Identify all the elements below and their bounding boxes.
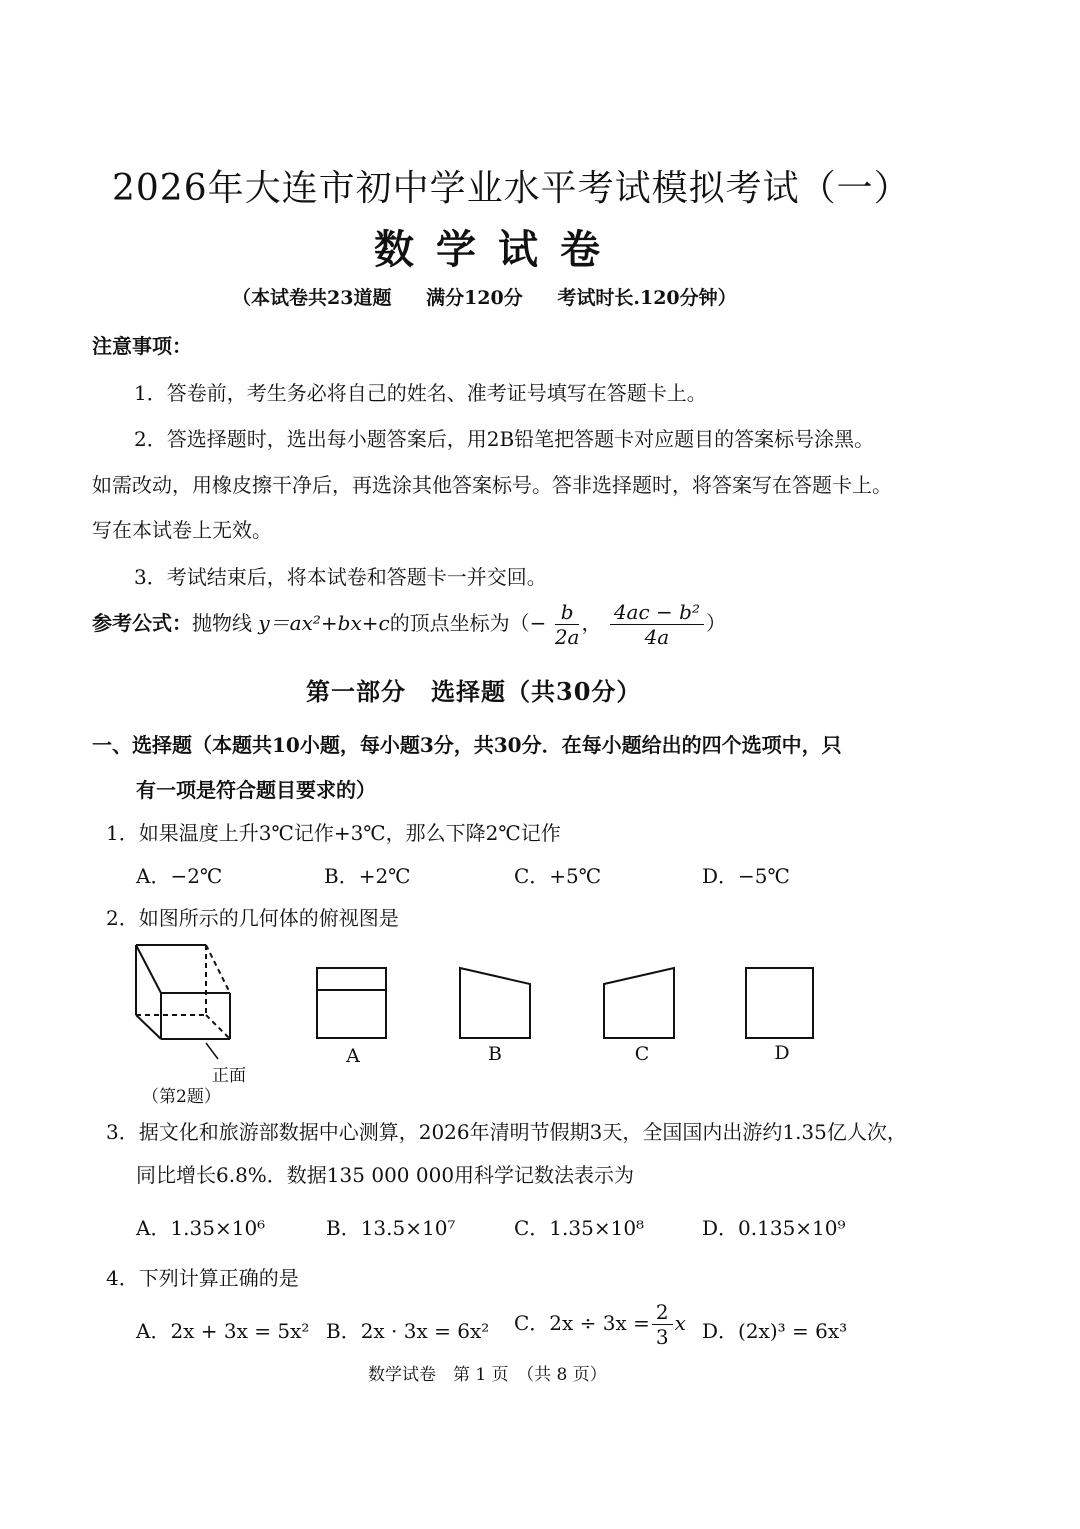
option-c-fraction [652,1300,673,1349]
meta-full-score: 满分120分 [426,287,523,309]
question-2-figures [0,935,1080,1105]
figure-label-b: B [488,1043,502,1065]
question-1-option-d: D．−5℃ [702,864,790,888]
notice-item-1: 1．答卷前，考生务必将自己的姓名、准考证号填写在答题卡上。 [134,381,707,405]
option-c-figure [604,968,674,1038]
question-3-option-c: C．1.35×10⁸ [514,1216,645,1240]
question-4-option-b: B．2x · 3x = 6x² [326,1319,490,1343]
option-c-prefix: C．2x ÷ 3x = [514,1311,650,1335]
vertex-x-fraction [555,600,580,649]
notice-heading: 注意事项： [92,334,192,358]
vertex-y-fraction [610,600,704,649]
notice-item-2-line-3: 写在本试卷上无效。 [92,518,272,542]
exam-title: 2026年大连市初中学业水平考试模拟考试（一） [112,168,911,209]
meta-question-count: （本试卷共23道题 [232,287,392,309]
frac1-denominator: 2a [554,625,580,649]
question-4-option-a: A．2x + 3x = 5x² [136,1319,310,1343]
question-3-line-1: 3．据文化和旅游部数据中心测算，2026年清明节假期3天，全国国内出游约1.35亿人次， [106,1120,907,1144]
formula-label: 参考公式： [92,611,192,635]
figure-caption: （第2题） [142,1087,221,1107]
question-3-option-d: D．0.135×10⁹ [702,1216,846,1240]
question-1-option-b: B．+2℃ [324,864,411,888]
notice-item-2-line-1: 2．答选择题时，选出每小题答案后，用2B铅笔把答题卡对应题目的答案标号涂黑。 [134,427,875,451]
meta-duration: 考试时长.120分钟） [557,287,737,309]
notice-item-2-line-2: 如需改动，用橡皮擦干净后，再选涂其他答案标号。答非选择题时，将答案写在答题卡上。 [92,473,892,497]
front-view-label: 正面 [212,1066,246,1086]
question-1-option-c: C．+5℃ [514,864,602,888]
formula-close: ） [705,611,726,635]
question-4-option-c [514,1300,686,1349]
frac1-numerator: b [555,600,580,625]
section-instructions-line-2: 有一项是符合题目要求的） [136,778,376,802]
notice-item-3: 3．考试结束后，将本试卷和答题卡一并交回。 [134,565,547,589]
question-2-stem: 2．如图所示的几何体的俯视图是 [106,906,399,930]
question-4-option-d: D．(2x)³ = 6x³ [702,1319,848,1343]
option-a-figure [317,968,386,1038]
reference-formula [92,600,726,649]
question-3-option-b: B．13.5×10⁷ [326,1216,456,1240]
figure-label-a: A [346,1045,360,1067]
frac2-numerator: 4ac − b² [610,600,704,625]
section-instructions-line-1: 一、选择题（本题共10小题，每小题3分，共30分．在每小题给出的四个选项中，只 [92,733,842,757]
question-3-option-a: A．1.35×10⁶ [136,1216,266,1240]
solid-figure [136,945,230,1059]
option-d-figure [746,968,813,1038]
formula-comma: ， [581,611,602,635]
figure-label-c: C [634,1043,650,1065]
option-b-figure [460,968,530,1038]
question-1-option-a: A．−2℃ [136,864,223,888]
formula-equation: y＝ax²+bx+c [258,611,390,635]
option-c-denominator: 3 [655,1325,669,1349]
formula-tail: 的顶点坐标为（− [389,611,547,635]
formula-text: 抛物线 [192,611,252,635]
exam-subject: 数学试卷 [374,226,622,273]
option-c-suffix: x [674,1311,686,1335]
option-c-numerator: 2 [652,1300,673,1325]
question-3-line-2: 同比增长6.8%．数据135 000 000用科学记数法表示为 [136,1163,635,1187]
figure-label-d: D [774,1042,790,1064]
exam-meta [232,283,765,310]
question-1-stem: 1．如果温度上升3℃记作+3℃，那么下降2℃记作 [106,821,561,845]
frac2-denominator: 4a [644,625,670,649]
page-footer: 数学试卷 第 1 页 （共 8 页） [368,1365,607,1385]
section-title: 第一部分 选择题（共30分） [306,677,642,706]
question-4-stem: 4．下列计算正确的是 [106,1266,299,1290]
